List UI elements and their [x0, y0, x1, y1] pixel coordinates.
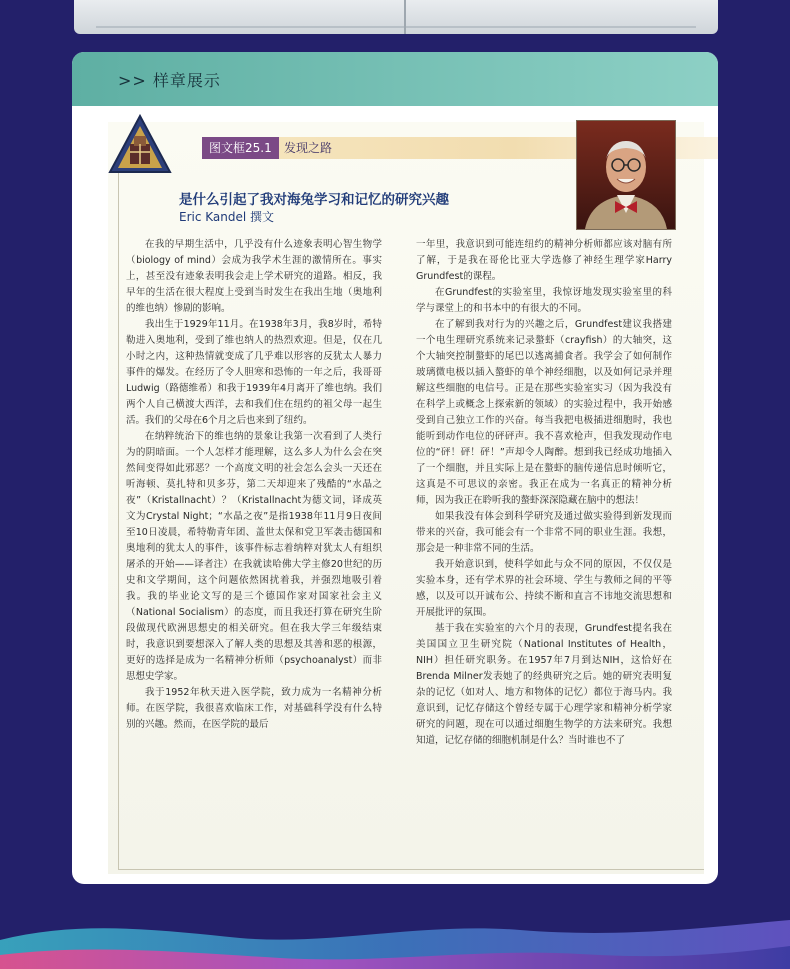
box-name: 发现之路 [284, 141, 333, 155]
section-title: >> 样章展示 [118, 70, 221, 90]
sample-chapter-panel [72, 52, 718, 884]
paragraph: 在纳粹统治下的维也纳的景象让我第一次看到了人类行为的阴暗面。一个人怎样才能理解，这么多人为什么会在突然间变得如此邪恶？一个高度文明的社会怎么会头一天还在听海顿、莫扎特和贝多芬，第二天却迎来了残酷的“水晶之夜”（Kristallnacht）？（Kristallnacht为德文词，译成英文为Crystal Night；“水晶之夜”是指1938年11月9日夜间至10日凌晨，希特勒青年团、盖世太保和党卫军袭击德国和奥地利的犹太人的事件，该事件标志着纳粹对犹太人有组织屠杀的开始——译者注）在我就读哈佛大学主修20世纪的历史和文学期间，这个问题依然困扰着我，并强烈地吸引着我。我的毕业论文写的是三个德国作家对国家社会主义（National Socialism）的态度，而且我还打算在研究生阶段做现代欧洲思想史的相关研究。但在我大学三年级结束时，我意识到要想深入了解人类的思想及其善和恶的根源，更好的选择是成为一名精神分析师（psychoanalyst）而非思想史学家。 [126, 431, 382, 682]
text-column-left [126, 237, 382, 733]
box-tag: 图文框25.1 [202, 137, 279, 159]
section-header [72, 52, 718, 106]
book-spine [404, 0, 406, 34]
paragraph: 在了解到我对行为的兴趣之后，Grundfest建议我搭建一个电生理研究系统来记录螯虾（crayfish）的大轴突，这个大轴突控制螯虾的尾巴以逃离捕食者。我学会了如何制作玻璃微电极以插入螯虾的单个神经细胞，以及如何记录并理解这些细胞的电信号。正是在那些实验室实习（因为我没有在科学上或概念上探索新的领域）的实验过程中，我开始感受到自己独立工作的兴奋。每当我把电极插进细胞时，我也能听到动作电位的砰砰声。我不喜欢枪声，但我发现动作电位的“砰！砰！砰！”声却令人陶醉。想到我已经成功地插入了一个细胞，并且实际上是在螯虾的脑传递信息时倾听它，这真是不可思议的亲密。我正在成为一名真正的精神分析师，因为我正在聆听我的螯虾深深隐藏在脑中的想法！ [416, 319, 672, 506]
book-illustration [74, 0, 718, 34]
paragraph: 在我的早期生活中，几乎没有什么迹象表明心智生物学（biology of mind）会成为我学术生涯的激情所在。事实上，甚至没有迹象表明我会走上学术研究的道路。相反，我早年的生活在很大程度上受到当时发生在我出生地（奥地利的维也纳）惨剧的影响。 [126, 239, 382, 314]
paragraph: 我于1952年秋天进入医学院，致力成为一名精神分析师。在医学院，我很喜欢临床工作，对基础科学没有什么特别的兴趣。然而，在医学院的最后 [126, 687, 382, 730]
box-border-left [118, 166, 119, 870]
paragraph: 基于我在实验室的六个月的表现，Grundfest提名我在美国国立卫生研究院（National Institutes of Health，NIH）担任研究职务。在1957年7月到达NIH，这恰好在Brenda Milner发表她了的经典研究之后。她的研究表明复杂的记忆（如对人、地方和物体的记忆）都位于海马内。我意识到，记忆存储这个曾经专属于心理学家和精神分析学家研究的问题，现在可以通过细胞生物学的方法来研究。我想知道，记忆存储的细胞机制是什么？当时谁也不了 [416, 623, 672, 746]
paragraph: 在Grundfest的实验室里，我惊讶地发现实验室里的科学与课堂上的和书本中的有很大的不同。 [416, 287, 672, 314]
paragraph: 我开始意识到，使科学如此与众不同的原因，不仅仅是实验本身，还有学术界的社会环境、学生与教师之间的平等感，以及可以开诚布公、持续不断和直言不讳地交流思想和开展批评的氛围。 [416, 559, 672, 618]
text-column-right [416, 237, 672, 749]
box-border-bottom [118, 869, 704, 870]
book-page-edge [96, 26, 696, 28]
escher-triangle-logo [108, 114, 172, 174]
paragraph: 我出生于1929年11月。在1938年3月，我8岁时，希特勒进入奥地利，受到了维也纳人的热烈欢迎。但是，仅在几小时之内，这种热情就变成了几乎难以形容的反犹太人暴力事件的爆发。在经历了令人胆寒和恐怖的一年之后，我哥哥Ludwig（路德维希）和我于1939年4月离开了维也纳。我们两个人自己横渡大西洋，去和我们住在纽约的祖父母一起生活。我们的父母在6个月之后也来到了纽约。 [126, 319, 382, 426]
figure-box [108, 122, 704, 874]
box-title: 是什么引起了我对海兔学习和记忆的研究兴趣 [179, 192, 449, 208]
paragraph: 如果我没有体会到科学研究及通过做实验得到新发现而带来的兴奋，我可能会有一个非常不同的职业生涯。我想，那会是一种非常不同的生活。 [416, 511, 672, 554]
decorative-waves [0, 900, 790, 969]
author-portrait [576, 120, 676, 230]
box-author: Eric Kandel 撰文 [179, 210, 275, 224]
paragraph: 一年里，我意识到可能连纽约的精神分析师都应该对脑有所了解，于是我在哥伦比亚大学选修了神经生理学家Harry Grundfest的课程。 [416, 239, 672, 282]
